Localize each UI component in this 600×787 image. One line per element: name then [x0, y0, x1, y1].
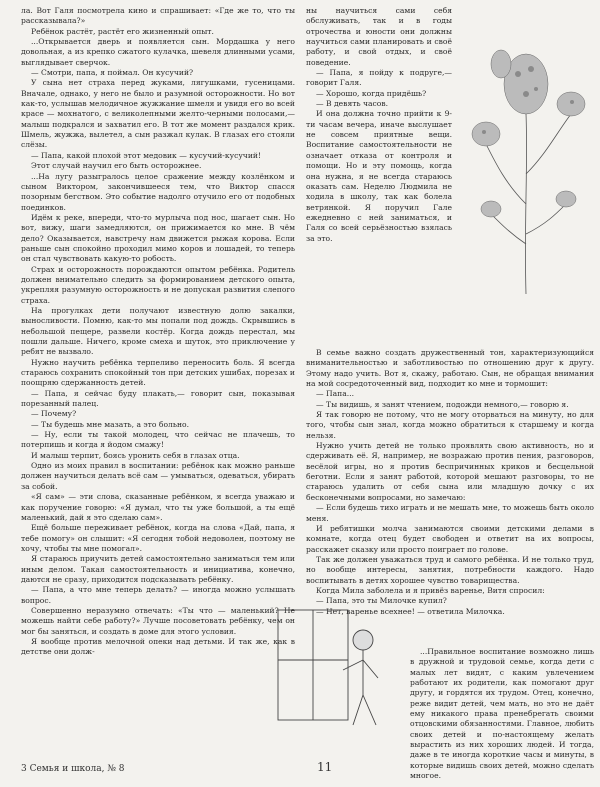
- paragraph: У сына нет страха перед жуками, лягушками, гусеницами. Вначале, однако, у него не было и разумной осторожности. Но вот как-то, услышав мелодичное жужжание шмеля и увидя его во всей красе — мохнатого, с великолепными желто-черными полосами,— малыш подкрался и захватил его. В тот же момент раздался крик. Шмель, жужжа, вылетел, а сын разжал кулак. В глазах его стояли слёзы.: [21, 78, 295, 150]
- left-column: [21, 6, 295, 658]
- page-footer: [21, 760, 580, 780]
- paragraph: Страх и осторожность порождаются опытом ребёнка. Родитель должен внимательно следить за формированием детского опыта, укрепляя разумную осторожность и не допуская развития слепого страха.: [21, 264, 295, 305]
- paragraph: Одно из моих правил в воспитании: ребёнок как можно раньше должен научиться делать всё сам — умываться, одеваться, убирать за собой.: [21, 461, 295, 491]
- paragraph: «Я сам» — эти слова, сказанные ребёнком, я всегда уважаю и как поручение говорю: «Я думал, что ты уже большой, а ты ещё маленький, дай я это сделаю сам».: [21, 492, 295, 522]
- paragraph: — Папа, а что мне теперь делать? — иногда можно услышать вопрос.: [21, 585, 295, 605]
- person-at-window-illustration: [258, 600, 406, 740]
- journal-title: 3 Семья и школа, № 8: [21, 764, 125, 774]
- paragraph: Нужно научить ребёнка терпеливо переносить боль. Я всегда стараюсь сохранить спокойный тон при детских ушибах, порезах и поощряю сдержанность детей.: [21, 357, 295, 388]
- paragraph: ла. Вот Галя посмотрела кино и спрашивает: «Где же то, что ты рассказывала?»: [21, 6, 295, 26]
- paragraph: — Ты видишь, я занят чтением, подожди немного,— говорю я.: [316, 399, 569, 409]
- paragraph: — Папа...: [316, 389, 354, 399]
- paragraph: Совершенно неразумно отвечать: «Ты что — маленький? Не можешь найти себе работу?» Лучше посоветовать ребёнку, чем он мог бы заняться, и создать в доме для этого условия.: [21, 605, 295, 636]
- paragraph: — Папа, я сейчас буду плакать,— говорит сын, показывая порезанный палец.: [21, 388, 295, 409]
- paragraph: — Папа, это ты Милочке купил?: [316, 596, 447, 606]
- paragraph: ...Правильное воспитание возможно лишь в дружной и трудовой семье, когда дети с малых лет видят, с каким увлечением работают их родители, как помогают друг другу, и гордятся их трудом. Отец, конечно, реже видит детей, чем мать, но это не даёт ему никакого права пренебрегать своими отцовскими обязанностями. Главное, любить своих детей и по-настоящему желать вырастить из них хороших людей. И тогда, даже в те иногда короткие часы и минуты, в которые видишь своих детей, можно сделать многое.: [410, 647, 594, 781]
- paragraph: Я вообще против мелочной опеки над детьми. И так же, как в детстве они долж-: [21, 636, 295, 657]
- page-number: 11: [317, 760, 333, 774]
- paragraph: ...На лугу разыгралось целое сражение между козлёнком и сыном Виктором, закончившееся тем, что Виктор спасся позорным бегством. Это событие надолго отучило его от подобных поединков.: [21, 171, 295, 212]
- paragraph: На прогулках дети получают известную долю закалки, выносливости. Помню, как-то мы попали под дождь. Скрывшись в небольшой пещере, развели костёр. Когда дождь перестал, мы пошли дальше. Ничего, кроме смеха и шуток, это приключение у ребят не вызвало.: [21, 305, 295, 357]
- paragraph: Этот случай научил его быть осторожнее.: [31, 161, 202, 171]
- paragraph: — Если будешь тихо играть и не мешать мне, то можешь быть около меня.: [306, 503, 594, 523]
- paragraph: Идём к реке, впереди, что-то мурлыча под нос, шагает сын. Но вот, вижу, шаги замедляются, он прижимается ко мне. В чём дело? Оказывается, навстречу нам движется рыжая корова. Если раньше сын спокойно проходил мимо коров и лошадей, то теперь он стал чувствовать какую-то робость.: [21, 212, 295, 264]
- plant-illustration: [456, 4, 596, 294]
- paragraph: ны научиться сами себя обслуживать, так и в годы отрочества и юности они должны научиться сами планировать и своё работу, и свой отдых, и своё поведение.: [306, 6, 452, 67]
- paragraph: Так же должен уважаться труд и самого ребёнка. И не только труд, но вообще интересы, занятия, потребности каждого. Надо воспитывать в детях хорошее чувство товарищества.: [306, 554, 594, 585]
- paragraph: И ребятишки молча занимаются своими детскими делами в комнате, когда отец будет свободен и ответит на их вопросы, расскажет сказку или просто поиграет по голове.: [306, 523, 594, 554]
- paragraph: — Папа, какой плохой этот медовик — кусучий-кусучий!: [31, 150, 261, 160]
- paragraph: В семье важно создать дружественный тон, характеризующийся вниманительностью и заботливостью по отношению друг к другу. Этому надо учить. Вот я, скажу, работаю. Сын, не обращая внимания на мой сосредоточенный вид, подходит ко мне и тормошит:: [306, 348, 594, 389]
- paragraph: — Почему?: [31, 409, 77, 419]
- paragraph: Я так говорю не потому, что не могу оторваться на минуту, но для того, чтобы сын знал, когда можно обратиться к старшему и когда нельзя.: [306, 410, 594, 440]
- paragraph: ...Открывается дверь и появляется сын. Мордашка у него довольная, а из крепко сжатого кулачка, шевеля длинными усами, выглядывает сверчок.: [21, 37, 295, 67]
- paragraph: — Ты будешь мне мазать, а это больно.: [31, 419, 190, 429]
- right-top-column: [306, 6, 452, 244]
- paragraph: Нужно учить детей не только проявлять свою активность, но и сдерживать её. Я, например, не возражаю против пения, разговоров, весёлой игры, но я против беспричинных криков и бесцельной беготни. Если я занят работой, которой мешают разговоры, то не стараюсь удалить от себя сына или младшую дочку с их бесконечными вопросами, но замечаю:: [306, 441, 594, 502]
- paragraph: — Папа, я пойду к подруге,— говорит Галя.: [306, 68, 452, 88]
- paragraph: Я стараюсь приучить детей самостоятельно заниматься тем или иным делом. Такая самостоятельность и инициатива, конечно, даются не сразу, приходится подсказывать ребёнку.: [21, 554, 295, 584]
- paragraph: — В девять часов.: [316, 99, 389, 109]
- paragraph: — Ну, если ты такой молодец, что сейчас не плачешь, то потерпишь и когда я йодом смажу!: [21, 430, 295, 450]
- paragraph: Ребёнок растёт, растёт его жизненный опыт.: [31, 26, 214, 36]
- paragraph: — Нет, варенье всехнее! — ответила Милочка.: [316, 606, 505, 616]
- paragraph: — Смотри, папа, я поймал. Он кусучий?: [31, 68, 194, 78]
- paragraph: И малыш терпит, боясь уронить себя в глазах отца.: [31, 450, 240, 460]
- paragraph: И она должна точно прийти к 9-ти часам вечера, иначе выслушает не совсем приятные вещи. Воспитание самостоятельности не означает отказа от контроля и помощи. Но и эту помощь, когда она нужна, я не всегда стараюсь оказать сам. Неделю Людмила не ходила в школу, так как болела ветрянкой. Я поручил Гале ежедневно с ней заниматься, и Галя со всей серьёзностью взялась за это.: [306, 109, 452, 243]
- paragraph: — Хорошо, когда придёшь?: [316, 88, 427, 98]
- paragraph: Когда Мила заболела и я привёз варенье, Витя спросил:: [316, 585, 545, 595]
- right-middle-column: [306, 348, 594, 617]
- paragraph: Ещё больше переживает ребёнок, когда на слова «Дай, папа, я тебе помогу» он слышит: «Я сегодня тобой недоволен, поэтому не хочу, чтобы ты мне помогал».: [21, 523, 295, 553]
